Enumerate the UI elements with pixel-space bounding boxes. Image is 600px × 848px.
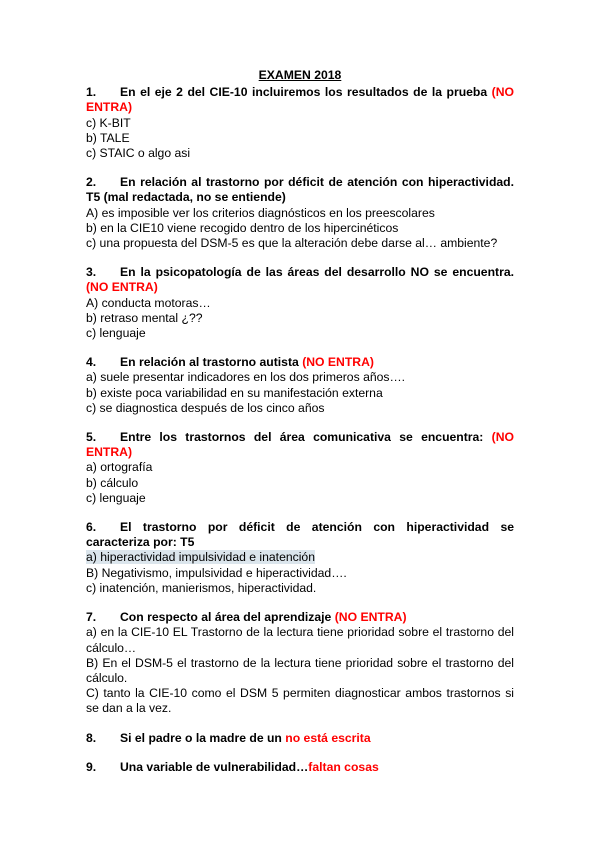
option: C) tanto la CIE-10 como el DSM 5 permiten diagnosticar ambos trastornos si se dan a la vez. <box>86 686 514 716</box>
option: B) Negativismo, impulsividad e hiperactividad…. <box>86 565 347 580</box>
question-4 <box>86 355 514 416</box>
option: B) En el DSM-5 el trastorno de la lectura tiene prioridad sobre el trastorno del cálculo. <box>86 655 514 685</box>
missing-tag: no está escrita <box>285 730 371 745</box>
option: b) retraso mental ¿?? <box>86 310 203 325</box>
option: a) suele presentar indicadores en los dos primeros años…. <box>86 370 406 385</box>
question-text: En la psicopatología de las áreas del desarrollo NO se encuentra. <box>120 265 514 280</box>
option: A) es imposible ver los criterios diagnósticos en los preescolares <box>86 205 435 220</box>
highlighted-answer: a) hiperactividad impulsividad e inatención <box>86 550 315 565</box>
no-entra-tag: (NO ENTRA) <box>86 280 158 295</box>
option: a) ortografía <box>86 460 153 475</box>
question-3-heading <box>86 265 514 295</box>
question-number: 1. <box>86 85 97 100</box>
page-title: EXAMEN 2018 <box>258 68 342 82</box>
option: c) una propuesta del DSM-5 es que la alteración debe darse al… ambiente? <box>86 236 498 251</box>
no-entra-tag: (NO ENTRA) <box>302 355 374 370</box>
option: A) conducta motoras… <box>86 295 211 310</box>
question-2-heading <box>86 175 514 205</box>
option: c) lenguaje <box>86 326 146 341</box>
question-2 <box>86 175 514 251</box>
question-number: 2. <box>86 175 97 190</box>
question-text: Con respecto al área del aprendizaje <box>120 610 332 625</box>
question-number: 6. <box>86 520 97 535</box>
option: c) se diagnostica después de los cinco años <box>86 400 325 415</box>
question-8 <box>86 731 514 746</box>
question-4-heading <box>86 355 514 370</box>
question-number: 4. <box>86 355 97 370</box>
question-number: 3. <box>86 265 97 280</box>
question-1 <box>86 85 514 161</box>
option: c) K-BIT <box>86 115 131 130</box>
question-text: El trastorno por déficit de atención con hiperactividad se caracteriza por: T5 <box>86 520 514 550</box>
question-text: En el eje 2 del CIE-10 incluiremos los resultados de la prueba <box>120 85 488 100</box>
question-text: Si el padre o la madre de un <box>120 730 282 745</box>
option: c) STAIC o algo asi <box>86 146 191 161</box>
question-5 <box>86 430 514 506</box>
option: b) cálculo <box>86 475 139 490</box>
question-8-heading <box>86 731 514 746</box>
option: c) inatención, manierismos, hiperactividad. <box>86 580 317 595</box>
question-9 <box>86 760 514 775</box>
question-number: 7. <box>86 610 97 625</box>
no-entra-tag: (NO ENTRA) <box>86 85 514 115</box>
question-text: Entre los trastornos del área comunicativa se encuentra: <box>120 430 484 445</box>
exam-page <box>86 68 514 789</box>
missing-tag: faltan cosas <box>308 759 379 774</box>
question-text: En relación al trastorno por déficit de atención con hiperactividad. T5 (mal redactada, no se entiende) <box>86 175 514 205</box>
question-7 <box>86 610 514 716</box>
no-entra-tag: (NO ENTRA) <box>334 610 407 625</box>
option: c) lenguaje <box>86 490 146 505</box>
question-text: Una variable de vulnerabilidad… <box>120 759 309 774</box>
question-6 <box>86 520 514 596</box>
question-number: 5. <box>86 430 97 445</box>
question-7-heading <box>86 610 514 625</box>
option-highlighted <box>86 550 514 565</box>
question-1-heading <box>86 85 514 115</box>
question-9-heading <box>86 760 514 775</box>
option: b) TALE <box>86 130 130 145</box>
question-number: 8. <box>86 730 97 745</box>
option: b) en la CIE10 viene recogido dentro de los hipercinéticos <box>86 220 399 235</box>
question-number: 9. <box>86 759 97 774</box>
no-entra-tag: (NO ENTRA) <box>86 430 514 460</box>
question-3 <box>86 265 514 341</box>
question-6-heading <box>86 520 514 550</box>
question-text: En relación al trastorno autista <box>120 355 299 370</box>
option: b) existe poca variabilidad en su manifestación externa <box>86 385 383 400</box>
option: a) en la CIE-10 EL Trastorno de la lectura tiene prioridad sobre el trastorno del cálculo… <box>86 625 514 655</box>
question-5-heading <box>86 430 514 460</box>
